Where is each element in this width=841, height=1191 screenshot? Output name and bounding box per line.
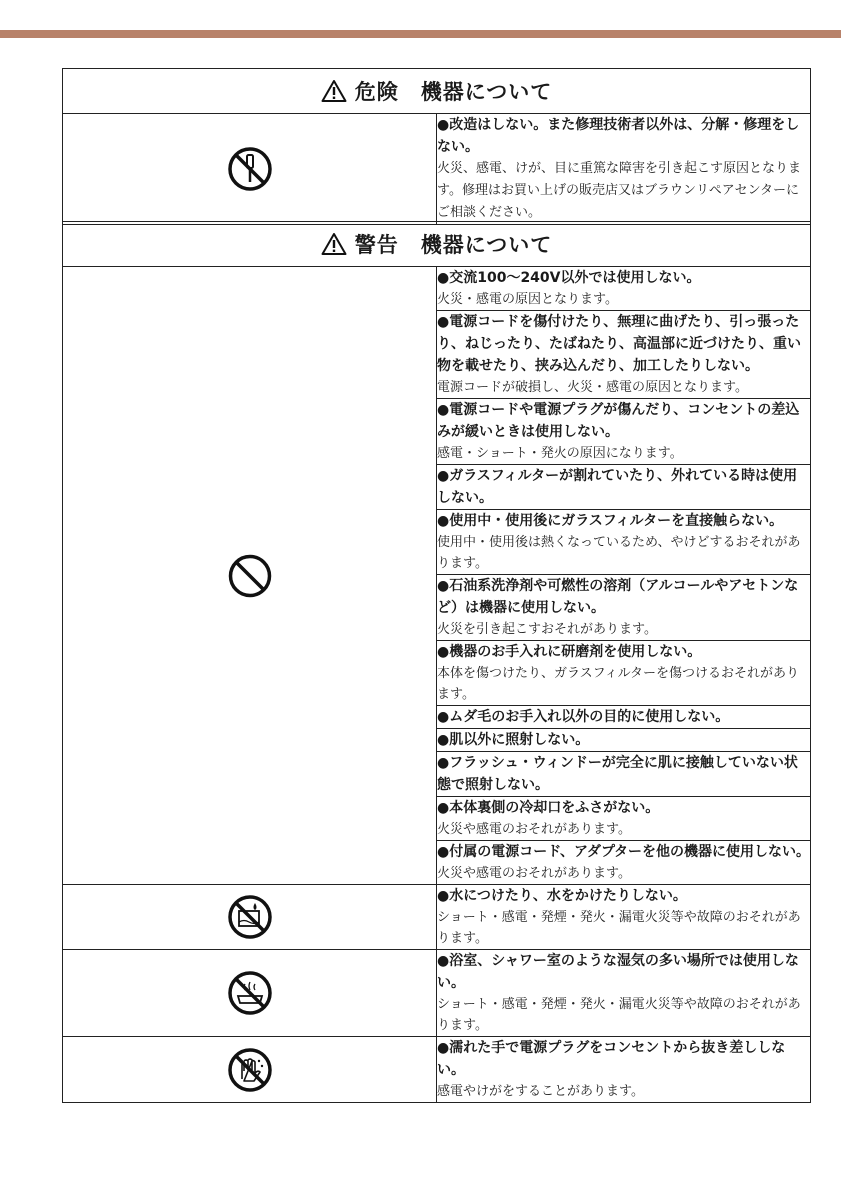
warning-triangle-icon xyxy=(321,79,347,103)
danger-heading-cell xyxy=(63,69,811,114)
warning-icon-cell xyxy=(63,267,437,885)
danger-item xyxy=(437,114,811,225)
warning-special-item xyxy=(437,1037,811,1103)
warning-item-title: ●機器のお手入れに研磨剤を使用しない。 xyxy=(437,644,702,660)
warning-triangle-icon xyxy=(321,232,347,256)
warning-special-row xyxy=(63,950,811,1037)
danger-table xyxy=(62,68,811,225)
warning-special-row xyxy=(63,885,811,950)
no-disassembly-icon xyxy=(227,146,273,192)
warning-special-icon-cell xyxy=(63,885,437,950)
no-bathroom-icon xyxy=(227,970,273,1016)
warning-item-title: ●肌以外に照射しない。 xyxy=(437,732,590,748)
warning-item-title: ●交流100〜240V以外では使用しない。 xyxy=(437,270,701,286)
warning-item xyxy=(437,465,811,510)
warning-item-title: ●フラッシュ・ウィンドーが完全に肌に接触していない状態で照射しない。 xyxy=(437,755,798,793)
warning-item xyxy=(437,706,811,729)
no-wet-hands-icon xyxy=(227,1047,273,1093)
warning-special-icon-cell xyxy=(63,1037,437,1103)
warning-heading-cell xyxy=(63,222,811,267)
warning-item xyxy=(437,797,811,841)
warning-special-row xyxy=(63,1037,811,1103)
warning-item-desc: ショート・感電・発煙・発火・漏電火災等や故障のおそれがあります。 xyxy=(437,910,801,946)
warning-special-item xyxy=(437,885,811,950)
warning-item xyxy=(437,399,811,465)
warning-item-desc: 感電やけがをすることがあります。 xyxy=(437,1084,644,1099)
top-accent-bar xyxy=(0,30,841,38)
warning-item-title: ●水につけたり、水をかけたりしない。 xyxy=(437,888,687,904)
warning-item-title: ●ガラスフィルターが割れていたり、外れている時は使用しない。 xyxy=(437,468,798,506)
warning-item-title: ●濡れた手で電源プラグをコンセントから抜き差ししない。 xyxy=(437,1040,786,1078)
danger-item-desc: 火災、感電、けが、目に重篤な障害を引き起こす原因となります。修理はお買い上げの販売店又はブラウンリペアセンターにご相談ください。 xyxy=(437,161,802,220)
warning-item-title: ●ムダ毛のお手入れ以外の目的に使用しない。 xyxy=(437,709,730,725)
warning-item-desc: ショート・感電・発煙・発火・漏電火災等や故障のおそれがあります。 xyxy=(437,997,801,1033)
warning-item-title: ●付属の電源コード、アダプターを他の機器に使用しない。 xyxy=(437,844,810,860)
warning-item xyxy=(437,641,811,706)
no-water-icon xyxy=(227,894,273,940)
danger-heading: 危険 機器について xyxy=(354,79,553,104)
prohibited-icon xyxy=(227,553,273,599)
danger-icon-cell xyxy=(63,114,437,225)
warning-item-desc: 使用中・使用後は熱くなっているため、やけどするおそれがあります。 xyxy=(437,535,801,571)
warning-item-desc: 火災や感電のおそれがあります。 xyxy=(437,866,631,881)
warning-item-title: ●本体裏側の冷却口をふさがない。 xyxy=(437,800,660,816)
warning-item xyxy=(437,841,811,885)
warning-item-desc: 火災や感電のおそれがあります。 xyxy=(437,822,631,837)
warning-item-title: ●電源コードを傷付けたり、無理に曲げたり、引っ張ったり、ねじったり、たばねたり、高温部に近づけたり、重い物を載せたり、挟み込んだり、加工したりしない。 xyxy=(437,314,801,374)
warning-item-title: ●使用中・使用後にガラスフィルターを直接触らない。 xyxy=(437,513,784,529)
warning-item-desc: 火災を引き起こすおそれがあります。 xyxy=(437,622,657,637)
warning-item-title: ●電源コードや電源プラグが傷んだり、コンセントの差込みが緩いときは使用しない。 xyxy=(437,402,800,440)
warning-item-desc: 本体を傷つけたり、ガラスフィルターを傷つけるおそれがあります。 xyxy=(437,666,800,702)
warning-item-desc: 火災・感電の原因となります。 xyxy=(437,292,618,307)
danger-item-title: ●改造はしない。また修理技術者以外は、分解・修理をしない。 xyxy=(437,117,800,155)
warning-row xyxy=(63,267,811,311)
warning-item-title: ●石油系洗浄剤や可燃性の溶剤（アルコールやアセトンなど）は機器に使用しない。 xyxy=(437,578,799,616)
warning-item xyxy=(437,267,811,311)
warning-item-title: ●浴室、シャワー室のような湿気の多い場所では使用しない。 xyxy=(437,953,799,991)
warning-item xyxy=(437,311,811,399)
warning-heading: 警告 機器について xyxy=(354,232,553,257)
warning-item xyxy=(437,510,811,575)
warning-special-item xyxy=(437,950,811,1037)
warning-item xyxy=(437,575,811,641)
warning-special-icon-cell xyxy=(63,950,437,1037)
warning-item-desc: 電源コードが破損し、火災・感電の原因となります。 xyxy=(437,380,748,395)
warning-item xyxy=(437,752,811,797)
warning-item-desc: 感電・ショート・発火の原因になります。 xyxy=(437,446,683,461)
warning-item xyxy=(437,729,811,752)
warning-table xyxy=(62,221,811,1103)
